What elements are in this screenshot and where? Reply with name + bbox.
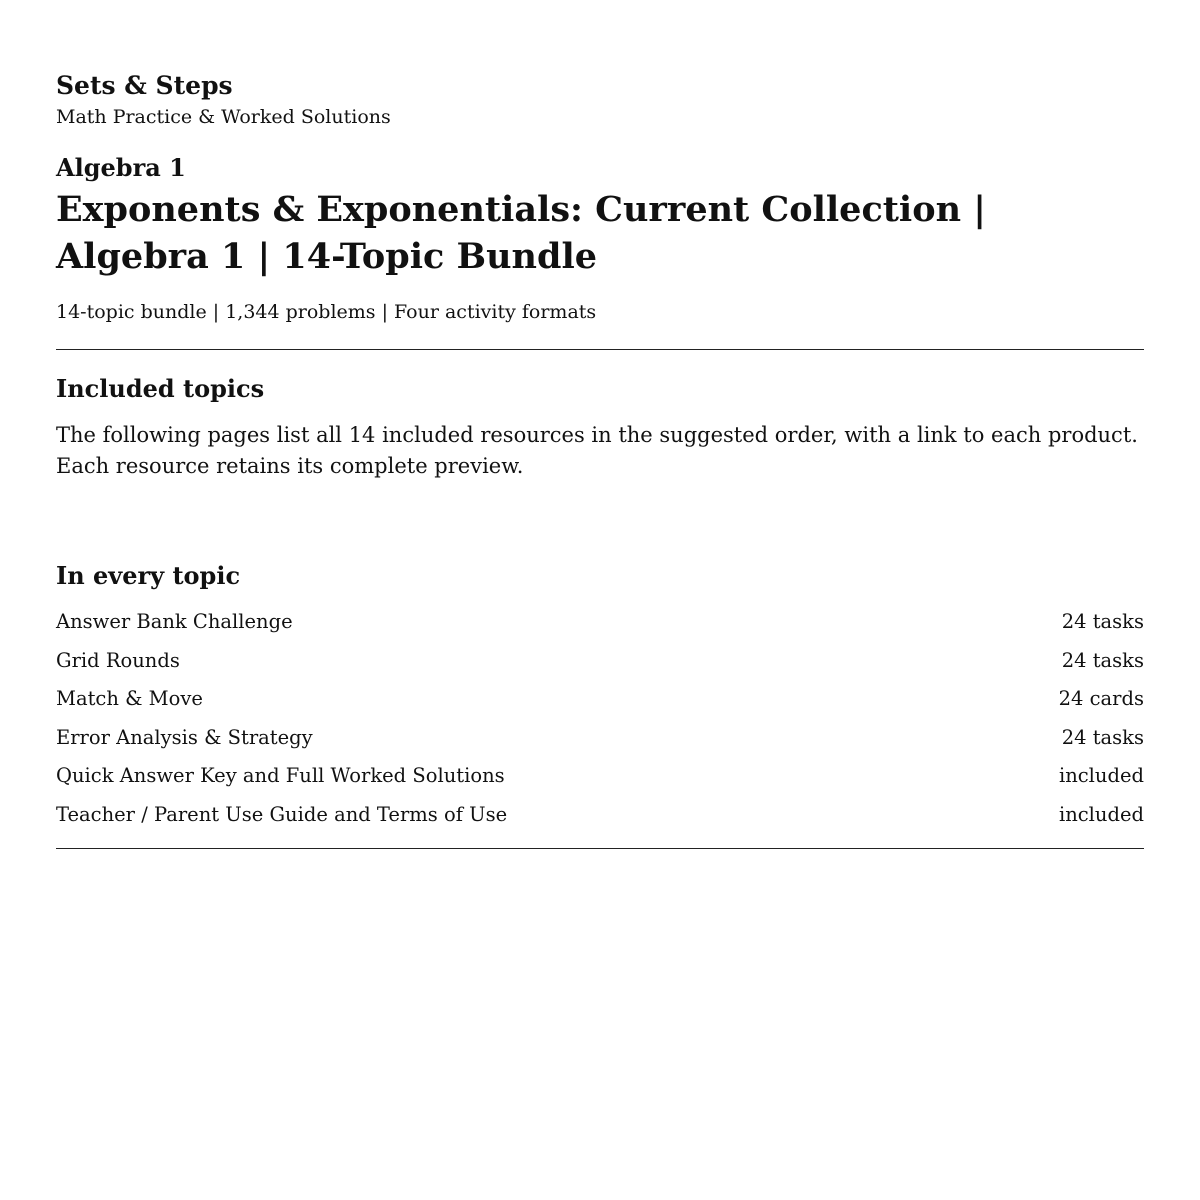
- item-quantity: 24 cards: [1058, 687, 1144, 711]
- item-label: Teacher / Parent Use Guide and Terms of Use: [56, 802, 508, 826]
- item-quantity: 24 tasks: [1061, 648, 1144, 672]
- included-topics-heading: Included topics: [56, 374, 265, 403]
- item-label: Quick Answer Key and Full Worked Solutions: [56, 764, 505, 788]
- item-label: Grid Rounds: [56, 648, 180, 672]
- item-label: Error Analysis & Strategy: [56, 725, 313, 749]
- list-item: [56, 796, 1144, 835]
- every-topic-list: [56, 603, 1144, 835]
- item-quantity: 24 tasks: [1061, 610, 1144, 633]
- list-item: [56, 719, 1144, 758]
- item-quantity: included: [1058, 802, 1144, 826]
- list-item: [56, 680, 1144, 719]
- included-topics-description: The following pages list all 14 included resources in the suggested order, with a link to each product. Each resource retains its complete preview.: [56, 423, 1138, 478]
- every-topic-heading: In every topic: [56, 561, 241, 590]
- item-label: Answer Bank Challenge: [56, 610, 293, 633]
- top-divider: [56, 349, 1144, 350]
- list-item: [56, 603, 1144, 642]
- list-item: [56, 757, 1144, 796]
- brand-name: Sets & Steps: [56, 71, 233, 100]
- item-quantity: included: [1058, 764, 1144, 788]
- list-item: [56, 642, 1144, 681]
- bottom-divider: [56, 848, 1144, 849]
- page-title: Exponents & Exponentials: Current Collection | Algebra 1 | 14-Topic Bundle: [56, 189, 986, 277]
- item-quantity: 24 tasks: [1061, 725, 1144, 749]
- item-label: Match & Move: [56, 687, 203, 711]
- product-meta: 14-topic bundle | 1,344 problems | Four activity formats: [56, 301, 597, 323]
- brand-tagline: Math Practice & Worked Solutions: [56, 106, 391, 128]
- subject-label: Algebra 1: [56, 153, 186, 182]
